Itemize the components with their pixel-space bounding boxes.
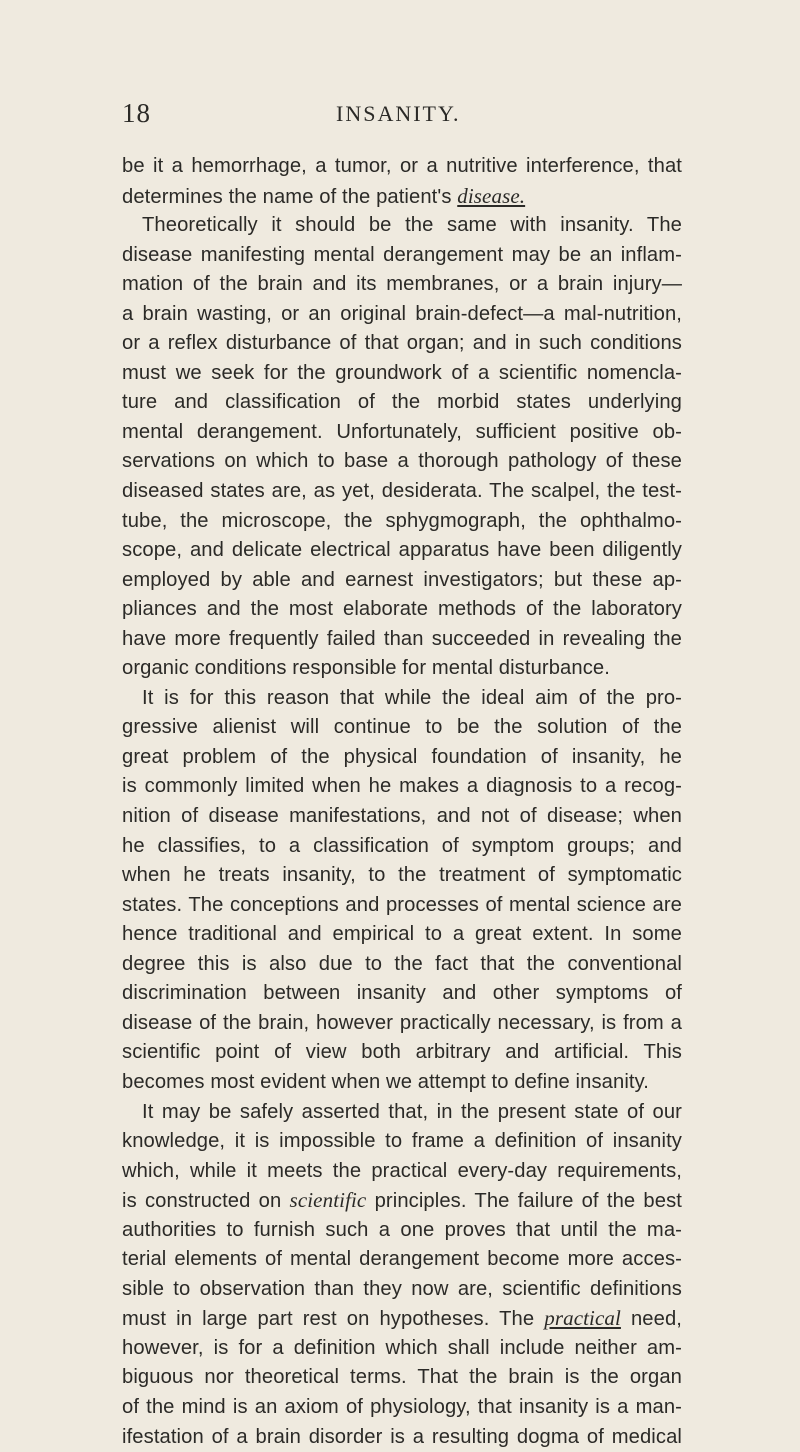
line-text: is constructed on [122, 1190, 282, 1213]
text-line [122, 477, 682, 507]
line-text: sible to observation than they now are, scientific definitions [122, 1277, 682, 1300]
line-text: pliances and the most elaborate methods of the laboratory [122, 598, 682, 621]
line-text: servations on which to base a thorough pathology of these [122, 450, 682, 473]
text-line [122, 684, 682, 714]
text-line [122, 329, 682, 359]
line-text: states. The conceptions and processes of mental science are [122, 893, 682, 916]
text-line [122, 1068, 682, 1098]
text-line [122, 536, 682, 566]
text-line [122, 1216, 682, 1246]
line-text: disease of the brain, however practically necessary, is from a [122, 1011, 682, 1034]
text-line [122, 241, 682, 271]
text-line [122, 1157, 682, 1187]
italic-word: scientific [289, 1188, 367, 1213]
line-text: which, while it meets the practical every-day requirements, [122, 1159, 682, 1182]
text-line [122, 861, 682, 891]
text-line [122, 1304, 682, 1334]
line-text: be it a hemorrhage, a tumor, or a nutritive interference, that [122, 155, 682, 177]
text-line [122, 1245, 682, 1275]
text-line [122, 1186, 682, 1216]
line-text: scientific point of view both arbitrary and artificial. This [122, 1041, 682, 1064]
text-line [122, 300, 682, 330]
line-text: or a reflex disturbance of that organ; and in such conditions [122, 332, 682, 355]
line-text: employed by able and earnest investigators; but these ap- [122, 568, 682, 591]
line-text: It may be safely asserted that, in the present state of our [142, 1100, 682, 1123]
line-text: however, is for a definition which shall include neither am- [122, 1336, 682, 1359]
italic-word: disease. [457, 183, 526, 208]
text-line [122, 566, 682, 596]
text-line [122, 743, 682, 773]
text-line [122, 152, 682, 182]
line-text: ture and classification of the morbid states underlying [122, 391, 682, 414]
text-line [122, 1275, 682, 1305]
text-line [122, 182, 682, 212]
line-text: of the mind is an axiom of physiology, that insanity is a man- [122, 1395, 682, 1418]
line-text: gressive alienist will continue to be the solution of the [122, 716, 682, 739]
body-text [122, 152, 682, 1452]
text-line [122, 211, 682, 241]
text-line [122, 920, 682, 950]
text-line [122, 1009, 682, 1039]
text-line [122, 1127, 682, 1157]
line-text: a brain wasting, or an original brain-defect—a mal-nutrition, [122, 302, 682, 325]
text-line [122, 595, 682, 625]
line-text-continued: need, [630, 1308, 682, 1331]
line-text-continued: principles. The failure of the best [374, 1190, 682, 1213]
line-text: biguous nor theoretical terms. That the brain is the organ [122, 1366, 682, 1389]
line-text: mental derangement. Unfortunately, sufficient positive ob- [122, 420, 682, 443]
text-line [122, 950, 682, 980]
line-text: must we seek for the groundwork of a scientific nomencla- [122, 361, 682, 384]
line-text: knowledge, it is impossible to frame a definition of insanity [122, 1130, 682, 1153]
line-text: diseased states are, as yet, desiderata. The scalpel, the test- [122, 480, 682, 503]
line-text: It is for this reason that while the ideal aim of the pro- [142, 686, 682, 709]
line-text: is commonly limited when he makes a diagnosis to a recog- [122, 775, 682, 798]
text-line [122, 979, 682, 1009]
line-text: hence traditional and empirical to a great extent. In some [122, 923, 682, 946]
text-line [122, 1334, 682, 1364]
line-text: tube, the microscope, the sphygmograph, the ophthalmo- [122, 509, 682, 532]
text-line [122, 772, 682, 802]
line-text: authorities to furnish such a one proves that until the ma- [122, 1218, 682, 1241]
line-text: he classifies, to a classification of symptom groups; and [122, 834, 682, 857]
line-text: terial elements of mental derangement become more acces- [122, 1248, 682, 1271]
line-text: must in large part rest on hypotheses. The [122, 1308, 535, 1331]
text-line [122, 1363, 682, 1393]
line-text: mation of the brain and its membranes, or a brain injury— [122, 273, 682, 296]
text-line [122, 802, 682, 832]
line-text: Theoretically it should be the same with insanity. The [142, 214, 682, 237]
line-text: becomes most evident when we attempt to define insanity. [122, 1070, 650, 1093]
line-text: when he treats insanity, to the treatment of symptomatic [122, 864, 682, 887]
line-text: discrimination between insanity and other symptoms of [122, 982, 682, 1005]
page-header [122, 98, 678, 134]
text-line [122, 418, 682, 448]
line-text: have more frequently failed than succeeded in revealing the [122, 627, 682, 650]
line-text: great problem of the physical foundation of insanity, he [122, 745, 682, 768]
line-text: scope, and delicate electrical apparatus have been diligently [122, 539, 682, 562]
line-text: organic conditions responsible for mental disturbance. [122, 657, 610, 680]
text-line [122, 270, 682, 300]
page-number: 18 [122, 98, 151, 128]
text-line [122, 654, 682, 684]
text-line [122, 359, 682, 389]
text-line [122, 447, 682, 477]
text-line [122, 388, 682, 418]
text-line [122, 1423, 682, 1452]
line-text: disease manifesting mental derangement may be an inflam- [122, 243, 682, 266]
text-line [122, 507, 682, 537]
line-text: nition of disease manifestations, and not of disease; when [122, 805, 682, 828]
text-line [122, 832, 682, 862]
line-text: ifestation of a brain disorder is a resulting dogma of medical [122, 1425, 682, 1448]
text-line [122, 891, 682, 921]
line-text: degree this is also due to the fact that the conventional [122, 952, 682, 975]
running-head: INSANITY. [336, 101, 461, 126]
text-line [122, 1098, 682, 1128]
text-line [122, 1393, 682, 1423]
text-line [122, 1038, 682, 1068]
text-line [122, 625, 682, 655]
line-text: determines the name of the patient's [122, 185, 452, 208]
italic-word: practical [544, 1306, 621, 1331]
text-line [122, 713, 682, 743]
